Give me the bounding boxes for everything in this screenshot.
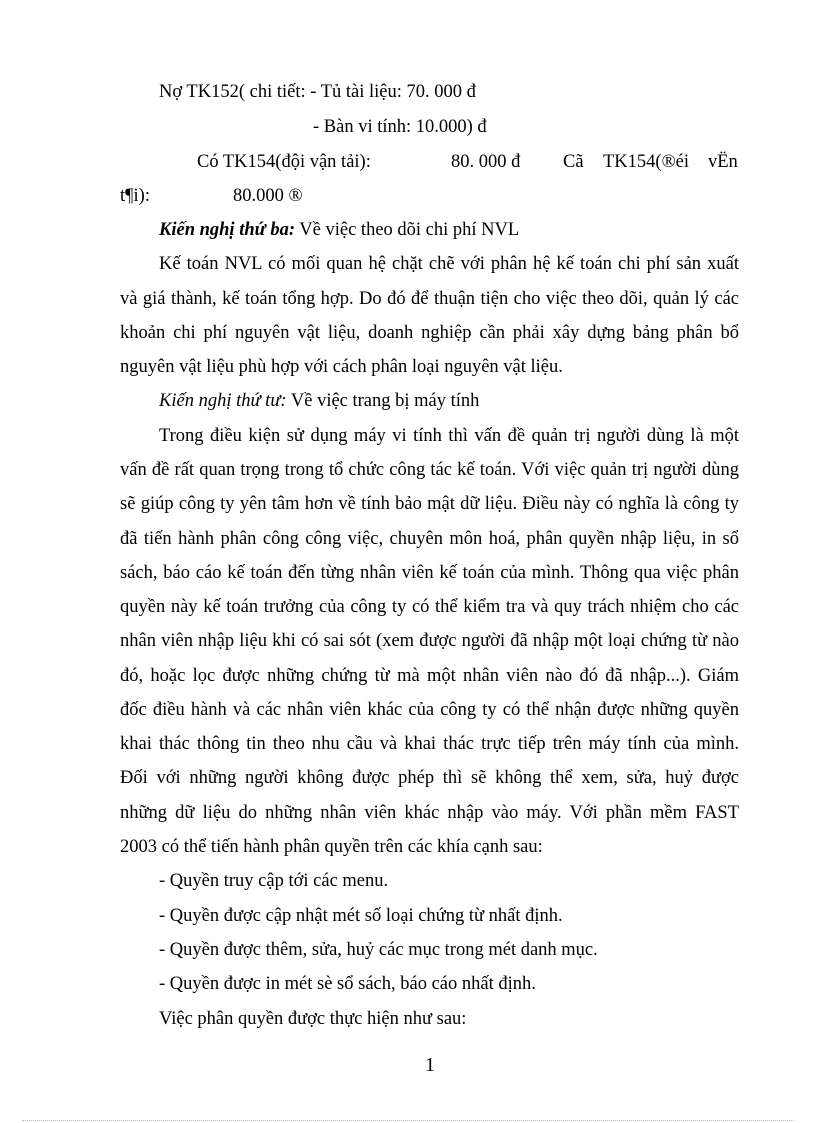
rec4-line-6: quyền này kế toán trưởng của công ty có thể kiểm tra và quy trách nhiệm cho các (120, 597, 739, 617)
rec4-line-3: sẽ giúp công ty yên tâm hơn về tính bảo mật dữ liệu. Điều này có nghĩa là công ty (120, 494, 739, 514)
entry-garbled-3: vËn (708, 152, 738, 172)
entry-garbled-4: t¶i): (120, 186, 150, 206)
rec4-line-last: 2003 có thể tiến hành phân quyền trên các khía cạnh sau: (120, 837, 543, 857)
page-number: 1 (425, 1054, 435, 1076)
rec4-line-9: đốc điều hành và các nhân viên khác của công ty có thể nhận được những quyền (120, 700, 739, 720)
rec4-line-1: Trong điều kiện sử dụng máy vi tính thì vấn đề quản trị người dùng là một (159, 426, 739, 446)
rec4-line-5: sách, báo cáo kế toán đến từng nhân viên kế toán của mình. Thông qua việc phân (120, 563, 739, 583)
closing-line: Việc phân quyền được thực hiện như sau: (159, 1009, 467, 1029)
entry-garbled-1: Cã (563, 152, 584, 172)
rec3-line-2: và giá thành, kế toán tổng hợp. Do đó để thuận tiện cho việc theo dõi, quản lý các (120, 289, 739, 309)
bullet-item: - Quyền được in mét sè sổ sách, báo cáo nhất định. (159, 974, 536, 994)
entry-garbled-amount: 80.000 ® (233, 186, 303, 206)
bullet-item: - Quyền được cập nhật mét số loại chứng từ nhất định. (159, 906, 563, 926)
rec3-heading-line (159, 218, 519, 242)
rec3-line-1: Kế toán NVL có mối quan hệ chặt chẽ với phân hệ kế toán chi phí sản xuất (159, 254, 739, 274)
entry-garbled-2: TK154(®éi (603, 152, 689, 172)
rec4-heading-text: Về việc trang bị máy tính (286, 391, 480, 411)
rec3-line-3: khoản chi phí nguyên vật liệu, doanh nghiệp cần phải xây dựng bảng phân bổ (120, 323, 739, 343)
page-bottom-divider (22, 1120, 794, 1121)
rec3-heading: Kiến nghị thứ ba: (159, 220, 295, 240)
bullet-item: - Quyền truy cập tới các menu. (159, 871, 389, 891)
rec4-line-8: đó, hoặc lọc được những chứng từ mà một nhân viên nào đó đã nhập...). Giám (120, 666, 739, 686)
rec4-heading: Kiến nghị thứ tư: (159, 391, 287, 411)
rec4-line-7: nhân viên nhập liệu khi có sai sót (xem được người đã nhập một loại chứng từ nào (120, 631, 739, 651)
rec4-line-11: Đối với những người không được phép thì sẽ không thể xem, sửa, huỷ được (120, 768, 739, 788)
rec4-line-12: những dữ liệu do những nhân viên khác nhập vào máy. Với phần mềm FAST (120, 803, 739, 823)
rec4-line-4: đã tiến hành phân công công việc, chuyên môn hoá, phân quyền nhập liệu, in sổ (120, 529, 739, 549)
rec3-heading-text: Về việc theo dõi chi phí NVL (295, 220, 520, 240)
rec4-line-2: vấn đề rất quan trọng trong tổ chức công tác kế toán. Với việc quản trị người dùng (120, 460, 739, 480)
entry-credit-label: Có TK154(đội vận tải): (197, 152, 371, 172)
rec4-heading-line (159, 389, 479, 413)
rec4-line-10: khai thác thông tin theo nhu cầu và khai thác trực tiếp trên máy tính của mình. (120, 734, 739, 754)
entry-debit-line: Nợ TK152( chi tiết: - Tủ tài liệu: 70. 000 đ (159, 82, 476, 102)
entry-debit-detail-line: - Bàn vi tính: 10.000) đ (313, 117, 487, 137)
entry-credit-amount: 80. 000 đ (451, 152, 521, 172)
bullet-item: - Quyền được thêm, sửa, huỷ các mục trong mét danh mục. (159, 940, 598, 960)
rec3-line-last: nguyên vật liệu phù hợp với cách phân loại nguyên vật liệu. (120, 357, 563, 377)
